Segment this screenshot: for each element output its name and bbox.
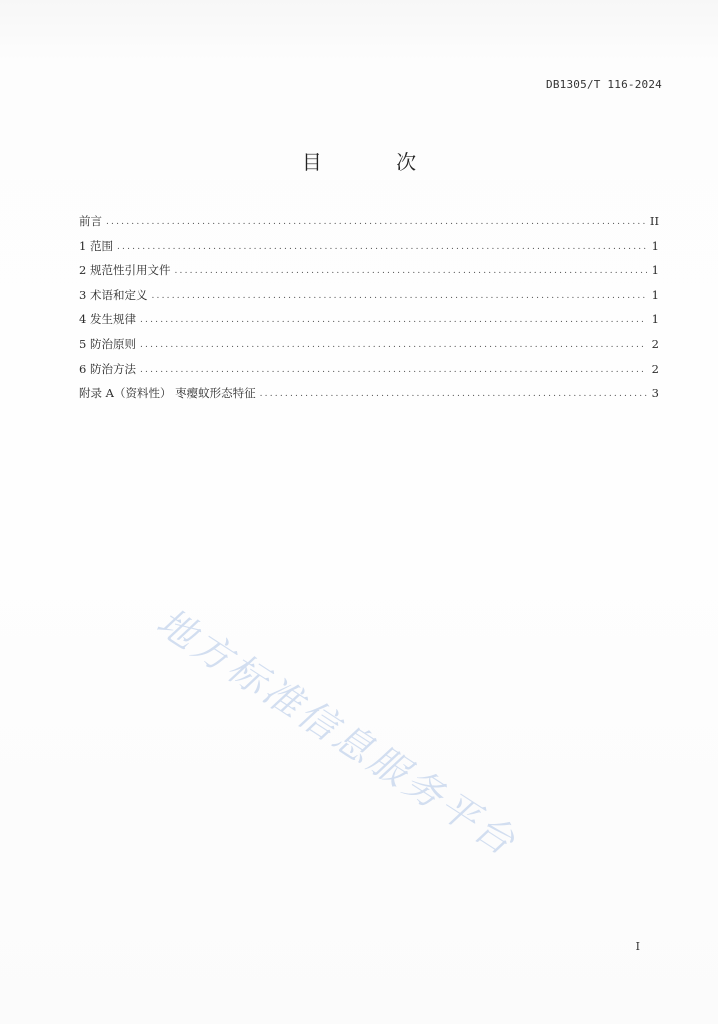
toc-entry-label: 4 发生规律 xyxy=(79,312,136,327)
watermark: 地方标准信息服务平台 xyxy=(149,599,526,866)
toc-dot-leader xyxy=(140,308,647,333)
table-of-contents xyxy=(79,209,659,406)
toc-entry-page: 1 xyxy=(651,312,659,327)
toc-entry-appendix-a[interactable] xyxy=(79,381,659,406)
toc-dot-leader xyxy=(151,284,647,309)
toc-entry-page: 1 xyxy=(651,287,659,302)
toc-entry-normative-references[interactable] xyxy=(79,258,659,283)
toc-entry-label: 6 防治方法 xyxy=(79,361,136,376)
toc-entry-page: 3 xyxy=(651,386,659,401)
toc-entry-label: 3 术语和定义 xyxy=(79,287,148,302)
page-number: I xyxy=(635,940,640,953)
toc-entry-page: 1 xyxy=(651,263,659,278)
toc-dot-leader xyxy=(117,235,647,260)
toc-dot-leader xyxy=(260,382,647,407)
document-code: DB1305/T 116-2024 xyxy=(546,78,662,91)
toc-entry-label: 附录 A（资料性） 枣瘿蚊形态特征 xyxy=(79,386,256,401)
toc-dot-leader xyxy=(106,210,646,235)
toc-entry-page: 2 xyxy=(651,361,659,376)
toc-entry-label: 5 防治原则 xyxy=(79,336,136,351)
toc-entry-page: II xyxy=(649,214,659,228)
toc-entry-terms-definitions[interactable] xyxy=(79,283,659,308)
toc-entry-label: 2 规范性引用文件 xyxy=(79,263,171,278)
toc-entry-scope[interactable] xyxy=(79,234,659,259)
toc-entry-control-methods[interactable] xyxy=(79,357,659,382)
toc-entry-control-principles[interactable] xyxy=(79,332,659,357)
toc-entry-foreword[interactable] xyxy=(79,209,659,234)
toc-dot-leader xyxy=(174,259,647,284)
toc-entry-page: 2 xyxy=(651,336,659,351)
toc-entry-occurrence-pattern[interactable] xyxy=(79,307,659,332)
toc-dot-leader xyxy=(140,358,647,383)
toc-entry-label: 1 范围 xyxy=(79,238,113,253)
page-title: 目 次 xyxy=(301,150,451,174)
toc-dot-leader xyxy=(140,333,647,358)
toc-entry-label: 前言 xyxy=(79,214,102,228)
toc-entry-page: 1 xyxy=(651,238,659,253)
